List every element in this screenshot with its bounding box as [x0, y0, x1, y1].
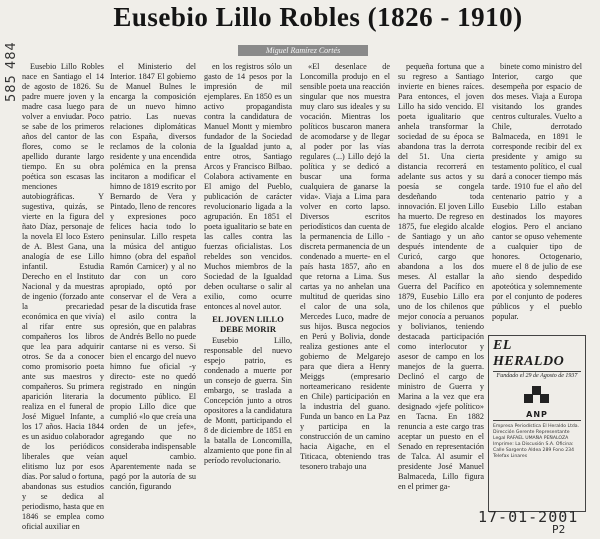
column-text: en los registros sólo un gasto de 14 pesos por la impresión de mil ejemplares. En 1850 es un activo propagandista contra la candidatura de Manuel Montt y miembro fundador de la Sociedad de la Igualdad junto a, entre otros, Santiago Arcos y Francisco Bilbao. Colabora activamente en El amigo del Pueblo, publicación de carácter revolucionario ligada a la agrupación. En 1851 el poeta igualitario se bate en las calles contra las fuerzas oficialistas. Los rebeldes son vencidos. Muchos miembros de la Sociedad de la Igualdad deben ocultarse o salir al exilio, como ocurre entonces al novel autor. [204, 62, 292, 311]
anp-logo-icon [524, 386, 550, 410]
handwritten-date: 17-01-2001 [478, 508, 579, 526]
handwritten-reference: 585 484 [4, 41, 19, 102]
article-byline: Miguel Ramírez Cortés [238, 45, 368, 56]
article-column-6 [492, 62, 582, 340]
section-subhead: EL JOVEN LILLO DEBE MORIR [212, 314, 284, 334]
masthead-box [488, 335, 586, 512]
divider [493, 420, 581, 421]
handwritten-page: P2 [552, 523, 566, 536]
logo-square [524, 394, 533, 403]
newspaper-name: EL HERALDO [493, 338, 565, 369]
article-column-3 [204, 62, 292, 510]
article-column-1 [22, 62, 104, 531]
divider [493, 371, 581, 372]
article-column-5 [398, 62, 484, 510]
publisher-info: Empresa Periodística El Heraldo Ltda. Dirección Gerente Representante Legal RAFAEL UMAÑA PEÑALOZA Imprime: La Discusión S.A. Oficina: Calle Sargento Aldea 289 Fono 234 Telefax Linares [493, 424, 580, 459]
article-column-2 [110, 62, 196, 510]
article-title: Eusebio Lillo Robles (1826 - 1910) [113, 2, 523, 32]
founded-note: Fundado el 29 de Agosto de 1937 [496, 373, 578, 379]
column-text: el Ministerio del Interior. 1847 El gobierno de Manuel Bulnes le encarga la composición de un nuevo himno patrio. Las nuevas relaciones diplomáticas con España, diversos reclamos de la colonia residente y una encendida polémica en la prensa incitaron a modificar el himno de 1819 escrito por Bernardo de Vera y Pintado, lleno de rencores y expresiones poco felices hacia todo lo peninsular. Lillo respeta la música del antiguo himno (obra del español Ramón Carnicer) y al no dar con un coro apropiado, optó por conservar el de Vera a pesar de la discutida frase el asilo contra la opresión, que en palabras de Andrés Bello no puede cantarse ni es verso. Si bien el encargo del nuevo himno fue oficial -y directo- este no quedó registrado en ningún documento público. El propio Lillo dice que cumplió «lo que creía una orden de un jefe», agregando que no consideraba indispensable aquel cambio. Aparentemente nada se pagó por la autoría de su canción, figurando [110, 62, 196, 491]
logo-text: ANP [526, 410, 548, 419]
logo-square [540, 394, 549, 403]
column-text: Eusebio Lillo, responsable del nuevo espejo patrio, es condenado a muerte por un consejo de guerra. Sin embargo, se traslada a Concepción junto a otros opositores a la candidatura de Montt, participando el 8 de diciembre de 1851 en la batalla de Loncomilla, alzamiento que pone fin al período revolucionario. [204, 336, 292, 465]
article-column-4 [300, 62, 390, 510]
column-text: binete como ministro del Interior, cargo que desempeña por espacio de dos meses. Viaja a Europa visitando los grandes centros culturales. Vuelto a Chile, derrotado Balmaceda, en 1891 le corresponde recibir del ex presidente y amigo su testamento político, el cual dará a conocer tiempo más tarde. 1910 fue el año del centenario patrio y a Eusebio Lillo estaban destinados los mayores elogios. Pero el anciano cantor se opuso vehemente a cualquier tipo de honores. Octogenario, muere el 8 de julio de ese año siendo despedido apoteótica y solemnemente por el conjunto de poderes públicos y el pueblo popular. [492, 62, 582, 321]
column-text: «El desenlace de Loncomilla produjo en el sensible poeta una reacción singular que nos muestra muy claro sus ideales y su vocación. Mientras los políticos buscaron manera de acomodarse y de llegar al poder por las vías regulares (...) Lillo dejó la política y se dedicó a buscar una forma cualquiera de ganarse la vida». Viaja a Lima para volver en corto lapso. Diversos escritos periodísticos dan cuenta de la permanencia de Lillo -discreta permanencia de un condenado a muerte- en el país hasta 1857, año en que retorna a Lima. Sus cartas ya no anhelan una multitud de queridas sino el calor de una sola, Mercedes Luco, madre de sus hijos. Busca negocios en Perú y Bolivia, donde realiza gestiones ante el gobierno de Melgarejo para que diera a Henry Meiggs (empresario norteamericano residente en Chile) participación en la industria del guano. Funda un banco en La Paz y participa en la construcción de un camino hacia Aigache, en el Titicaca, obteniendo tras tesonero trabajo una [300, 62, 390, 471]
column-text: pequeña fortuna que a su regreso a Santiago invierte en bienes raíces. Para entonces, el joven Lillo ha sido vencido. El poeta igualitario que anhela transformar la sociedad de su época se abandona tras la derrota del 51. Una cierta distancia recorrerá en adelante sus actos y su poesía se congela desdeñando toda innovación. El joven Lillo ha muerto. De regreso en 1875, fue elegido alcalde de Santiago y un año después intendente de Curicó, cargo que abandona a los dos meses. Al estallar la Guerra del Pacífico en 1879, Eusebio Lillo era uno de los chilenos que mejor conocía a peruanos y bolivianos, teniendo destacada participación como interlocutor y asesor de campo en los manejos de la guerra. Declinó el cargo de ministro de Guerra y Marina a la vez que era designado «jefe político» en Tacna. En 1882 renuncia a este cargo tras aceptar un puesto en el Senado en representación de Talca. Al asumir el presidente José Manuel Balmaceda, Lillo figura en el primer ga- [398, 62, 484, 491]
column-text: Eusebio Lillo Robles nace en Santiago el 14 de agosto de 1826. Su padre muere joven y la madre casa luego para volver a enviudar. Poco se sabe de los primeros años del cantor de las flores, como se le apellido durante largo tiempo. En su obra poética son escasas las menciones autobiográficas. Y sugestiva, quizás, se vierte en la figura del ñato Díaz, personaje de la novela El loco Estero de A. Blest Gana, una analogía de ese Lillo infantil. Estudia Derecho en el Instituto Nacional y da muestras de ingenio (forzado ante la precariedad económica en que vivía) al rifar entre sus compañeros los libros que lea para adquirir otros. Se da a conocer como promisorio poeta ante sus maestros y compañeros. Su primera aparición literaria la realiza en el funeral de José Miguel Infante, a los 17 años. Hacia 1844 es un asiduo colaborador de los periódicos liberales que veían elitismo luz por esos días. Por salud o fortuna, abandonas sus estudios y se dedica al periodismo, hasta que en 1846 se emplea como oficial auxiliar en [22, 62, 104, 531]
